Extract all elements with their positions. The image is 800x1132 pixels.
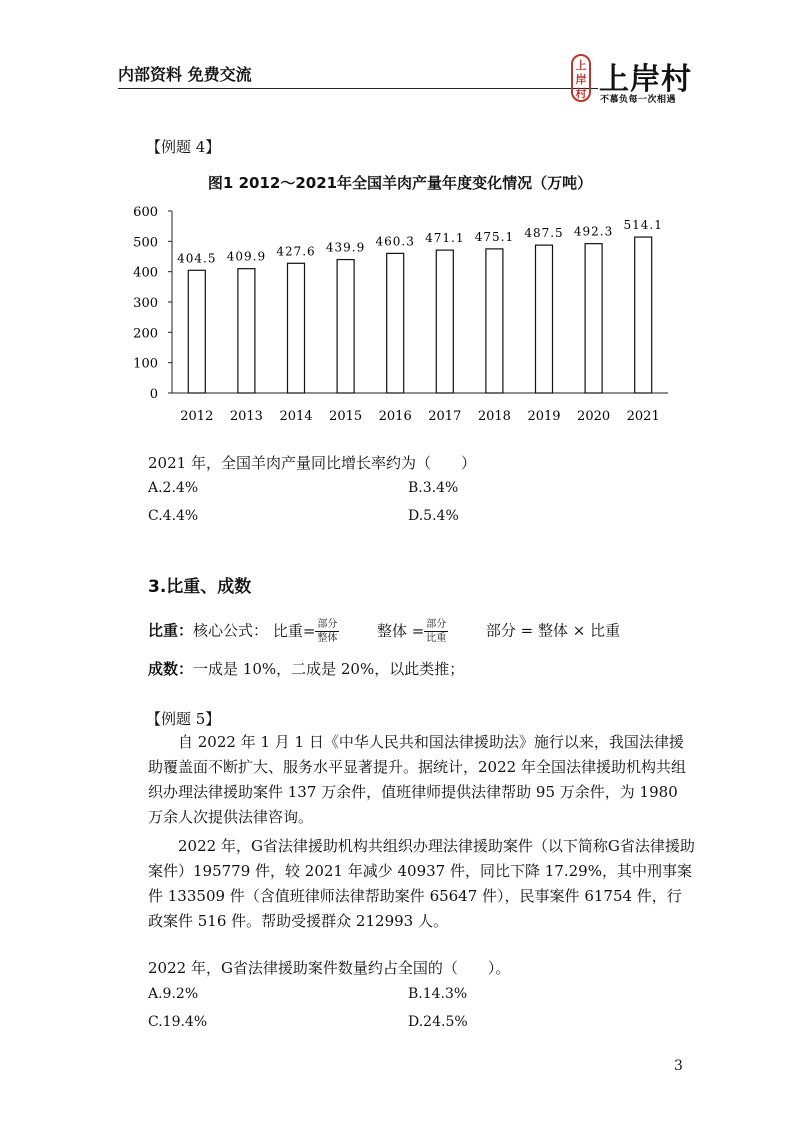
option-c: C.4.4%: [148, 508, 199, 524]
bar-2019: [536, 245, 553, 393]
option-c: C.19.4%: [148, 1014, 208, 1030]
bar-2015: [337, 260, 354, 393]
bar-2016: [387, 253, 404, 393]
ratio-label: 比重：: [148, 621, 194, 640]
example5-paragraph-2: 2022 年，G省法律援助机构共组织办理法律援助案件（以下简称G省法律援助案件）195779 件，较 2021 年减少 40937 件，同比下降 17.29%，其中刑事案件 133509 件（含值班律师法律帮助案件 65647 件），民事案件 61754 件，行政案件 516 件。帮助受援群众 212993 人。: [148, 837, 695, 930]
y-tick-label: 300: [133, 296, 158, 311]
bar-2020: [585, 244, 602, 393]
logo-name: 上岸村: [599, 62, 692, 97]
y-tick-label: 100: [133, 356, 158, 372]
data-label: 492.3: [573, 224, 614, 239]
option-a: A.9.2%: [148, 986, 199, 1002]
section-title: 3.比重、成数: [148, 577, 252, 597]
x-tick-label: 2013: [229, 409, 263, 424]
formula-2: 整体 = $\frac{\text{部分}}{\text{比重}}$: [376, 619, 447, 644]
cheng-line: [148, 658, 464, 679]
y-tick-label: 500: [133, 235, 158, 251]
formula-intro: 核心公式：: [193, 621, 269, 640]
x-tick-label: 2017: [428, 409, 462, 424]
cheng-text: 一成是 10%，二成是 20%，以此类推；: [193, 660, 465, 678]
example5-paragraph-1: 自 2022 年 1 月 1 日《中华人民共和国法律援助法》施行以来，我国法律援助覆盖面不断扩大、服务水平显著提升。据统计，2022 年全国法律援助机构共组织办理法律援助案件 137 万余件，值班律师提供法律帮助 95 万余件，为 1980 万余人次提供法律咨询。: [148, 733, 686, 826]
x-tick-label: 2021: [626, 409, 660, 424]
logo-slogan: 不慕负每一次相遇: [600, 95, 677, 105]
option-b: B.14.3%: [408, 986, 468, 1002]
y-tick-label: 400: [133, 265, 158, 281]
x-tick-label: 2016: [378, 409, 412, 424]
option-a: A.2.4%: [148, 480, 199, 496]
x-tick-label: 2012: [180, 409, 214, 424]
example5-question: 2022 年，G省法律援助案件数量约占全国的（ ）。: [148, 959, 511, 977]
example5-label: 【例题 5】: [146, 710, 221, 728]
y-tick-label: 200: [133, 326, 158, 342]
x-tick-label: 2019: [527, 409, 561, 424]
data-label: 460.3: [375, 234, 415, 249]
y-tick-label: 600: [133, 205, 158, 220]
bar-2017: [436, 250, 453, 393]
data-label: 439.9: [325, 240, 366, 255]
bar-2014: [288, 263, 305, 393]
formula-3: 部分 = 整体 × 比重: [485, 621, 621, 640]
x-tick-label: 2014: [279, 409, 313, 424]
data-label: 409.9: [226, 249, 267, 264]
formula-1: 比重= $\frac{\text{部分}}{\text{整体}}$: [272, 619, 338, 644]
cheng-label: 成数：: [148, 660, 194, 678]
bar-2018: [486, 249, 503, 393]
x-tick-label: 2020: [577, 409, 611, 424]
data-label: 514.1: [623, 218, 663, 233]
logo-seal-icon: 上 岸 村: [571, 54, 591, 102]
option-b: B.3.4%: [408, 480, 459, 496]
page-number: 3: [674, 1058, 683, 1074]
example4-question: 2021 年，全国羊肉产量同比增长率约为（ ）: [148, 454, 476, 472]
x-tick-label: 2015: [329, 409, 363, 424]
example4-label: 【例题 4】: [146, 138, 221, 156]
option-d: D.5.4%: [408, 508, 459, 524]
chart-title: 图1 2012～2021年全国羊肉产量年度变化情况（万吨）: [207, 174, 593, 192]
data-label: 475.1: [474, 229, 515, 244]
option-d: D.24.5%: [408, 1014, 468, 1030]
data-label: 404.5: [177, 251, 217, 266]
x-tick-label: 2018: [477, 409, 511, 424]
bar-2013: [238, 269, 255, 393]
data-label: 487.5: [524, 226, 564, 241]
data-label: 471.1: [425, 231, 465, 246]
data-label: 427.6: [276, 244, 316, 259]
y-tick-label: 0: [149, 387, 158, 402]
bar-2012: [188, 270, 205, 393]
bar-2021: [635, 237, 652, 393]
bar-chart: [0, 0, 800, 440]
header-text: 内部资料 免费交流: [118, 65, 252, 84]
formula-line: [148, 618, 620, 645]
